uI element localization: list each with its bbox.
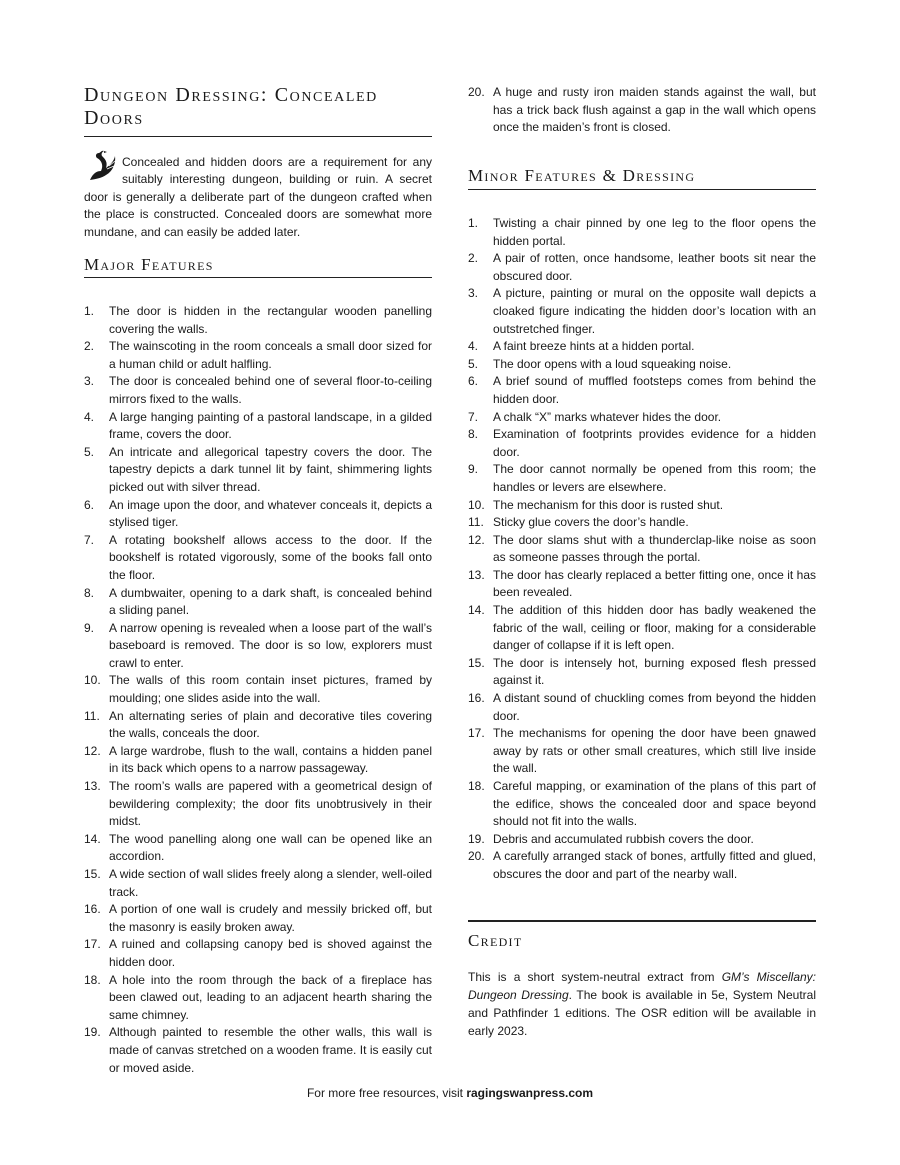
minor-item-number: 3. [468, 286, 479, 301]
minor-item [468, 532, 816, 567]
minor-item-number: 18. [468, 779, 485, 793]
minor-item-number: 12. [468, 532, 485, 547]
minor-item-text: A faint breeze hints at a hidden portal. [493, 339, 695, 354]
minor-item-number: 7. [468, 409, 479, 424]
credit-text-end: . The book is available in 5e, System Neutral and Pathfinder 1 editions. The OSR edition will be available in early 2023. [468, 988, 816, 1038]
major-item-number: 14. [84, 831, 101, 846]
minor-item [468, 655, 816, 690]
major-item-number: 18. [84, 972, 101, 987]
minor-item [468, 461, 816, 496]
minor-features-rule [468, 189, 816, 190]
major-item-text: Although painted to resemble the other walls, this wall is made of canvas stretched on a wooden frame. It is easily cut or moved aside. [109, 1025, 432, 1075]
minor-item [468, 285, 816, 338]
major-item-text: The room’s walls are papered with a geometrical design of bewildering complexity; the door fits unobtrusively in their midst. [109, 779, 432, 829]
minor-item-text: The mechanisms for opening the door have been gnawed away by rats or other small creatures, which still live inside the wall. [493, 726, 816, 776]
minor-item [468, 848, 816, 883]
minor-item-number: 6. [468, 374, 479, 389]
minor-item [468, 690, 816, 725]
major-item-text: An image upon the door, and whatever conceals it, depicts a stylised tiger. [109, 497, 432, 530]
major-item [84, 585, 432, 620]
major-item [84, 901, 432, 936]
minor-item-text: A chalk “X” marks whatever hides the door. [493, 409, 722, 424]
minor-item [468, 426, 816, 461]
major-item-text: The wood panelling along one wall can be opened like an accordion. [109, 831, 432, 864]
minor-item-number: 11. [468, 515, 484, 530]
minor-item [468, 831, 816, 849]
minor-item-number: 9. [468, 462, 479, 477]
minor-item [468, 514, 816, 532]
major-item [84, 497, 432, 532]
minor-item-number: 16. [468, 691, 485, 706]
minor-item-text: A distant sound of chuckling comes from beyond the hidden door. [493, 691, 816, 723]
minor-item [468, 567, 816, 602]
major-item-number: 17. [84, 937, 101, 952]
minor-item-text: Debris and accumulated rubbish covers the door. [493, 831, 754, 846]
minor-item [468, 338, 816, 356]
major-item [84, 303, 432, 338]
minor-item [468, 215, 816, 250]
minor-item-number: 5. [468, 356, 479, 371]
minor-item [468, 778, 816, 831]
major-item-number: 8. [84, 585, 95, 600]
minor-item [468, 409, 816, 427]
minor-item-text: A picture, painting or mural on the opposite wall depicts a cloaked figure indicating the hidden door’s location with an outstretched finger. [493, 286, 816, 336]
minor-item-text: Twisting a chair pinned by one leg to the floor opens the hidden portal. [493, 216, 816, 248]
major-item [84, 338, 432, 373]
major-item-text: An alternating series of plain and decorative tiles covering the walls, conceals the door. [109, 708, 432, 741]
minor-item-text: The door opens with a loud squeaking noise. [493, 356, 732, 371]
minor-item-number: 19. [468, 831, 485, 846]
major-item-number: 15. [84, 867, 101, 881]
minor-item-number: 1. [468, 216, 479, 230]
minor-item-text: The door is intensely hot, burning exposed flesh pressed against it. [493, 655, 816, 688]
major-item-number: 12. [84, 743, 101, 758]
major-item-text: A wide section of wall slides freely along a slender, well-oiled track. [109, 867, 432, 899]
minor-item [468, 373, 816, 408]
minor-item-text: Careful mapping, or examination of the plans of this part of the edifice, shows the concealed door and space beyond should not fit into the walls. [493, 779, 816, 829]
intro-text: Concealed and hidden doors are a requirement for any suitably interesting dungeon, building or ruin. A secret door is generally a deliberate part of the dungeon crafted when the place is constructed. Concealed doors are somewhat more mundane, and can easily be added later. [84, 155, 432, 239]
minor-item-text: A pair of rotten, once handsome, leather boots sit near the obscured door. [493, 251, 816, 283]
major-item-text: A hole into the room through the back of a fireplace has been clawed out, leading to an adjacent hearth sharing the same chimney. [109, 972, 432, 1022]
major-item-number: 9. [84, 620, 95, 635]
major-item-number: 13. [84, 779, 101, 794]
minor-item-text: The addition of this hidden door has badly weakened the fabric of the wall, ceiling or floor, making for a considerable danger of collapse if it is left open. [493, 603, 816, 653]
major-item-number: 3. [84, 374, 95, 389]
minor-features-heading: Minor Features & Dressing [468, 166, 696, 185]
major-item-text: A large wardrobe, flush to the wall, contains a hidden panel in its back which opens to a narrow passageway. [109, 743, 432, 776]
major-item-number: 11. [84, 708, 100, 723]
major-item-text: The wainscoting in the room conceals a small door sized for a human child or adult halfling. [109, 339, 432, 371]
major-features-list [84, 303, 432, 1077]
major-item-text: A portion of one wall is crudely and messily bricked off, but the masonry is easily broken away. [109, 902, 432, 934]
major-item [84, 532, 432, 585]
major-item [84, 866, 432, 901]
major-item [84, 778, 432, 831]
credit-rule [468, 920, 816, 922]
major-item-text: The walls of this room contain inset pictures, framed by moulding; one slides aside into the wall. [109, 673, 432, 706]
major-item [84, 831, 432, 866]
major-item [84, 672, 432, 707]
major-item-text: The door is concealed behind one of several floor-to-ceiling mirrors fixed to the walls. [109, 374, 432, 406]
minor-item-number: 13. [468, 567, 485, 582]
page-footer [0, 1085, 900, 1101]
minor-item-text: The mechanism for this door is rusted shut. [493, 497, 724, 512]
footer-link[interactable]: ragingswanpress.com [466, 1086, 594, 1100]
major-item-number: 16. [84, 902, 101, 917]
major-item-number: 19. [84, 1025, 101, 1040]
major-item [84, 409, 432, 444]
major-item-number: 20. [468, 85, 485, 99]
major-item [84, 1024, 432, 1077]
minor-item-number: 10. [468, 497, 485, 512]
footer-text: For more free resources, visit [306, 1086, 467, 1100]
minor-item [468, 725, 816, 778]
major-item [84, 708, 432, 743]
major-item-number: 1. [84, 304, 95, 318]
major-item-text: The door is hidden in the rectangular wooden panelling covering the walls. [109, 304, 432, 336]
minor-item-number: 17. [468, 726, 485, 741]
page-title: Dungeon Dressing: Concealed Doors [84, 84, 378, 129]
minor-item [468, 250, 816, 285]
major-features-list-continued [468, 84, 816, 137]
credit-paragraph [468, 968, 816, 1040]
major-item [84, 743, 432, 778]
minor-item-text: Sticky glue covers the door’s handle. [493, 515, 689, 530]
major-item-number: 4. [84, 409, 95, 424]
major-item-number: 10. [84, 673, 101, 688]
major-item [468, 84, 816, 137]
minor-item-text: A brief sound of muffled footsteps comes from behind the hidden door. [493, 374, 816, 406]
major-item [84, 444, 432, 497]
minor-item-number: 20. [468, 849, 485, 864]
minor-item-text: The door cannot normally be opened from this room; the handles or levers are elsewhere. [493, 462, 816, 494]
major-item [84, 972, 432, 1025]
minor-item-text: A carefully arranged stack of bones, artfully fitted and glued, obscures the door and part of the nearby wall. [493, 849, 816, 881]
major-features-heading: Major Features [84, 255, 214, 274]
minor-item [468, 497, 816, 515]
major-item-text: An intricate and allegorical tapestry covers the door. The tapestry depicts a dark tunnel lit by faint, shimmering lights picked out with silver thread. [109, 444, 432, 494]
intro-paragraph [84, 154, 432, 241]
credit-text-start: This is a short system-neutral extract from [468, 970, 722, 984]
swan-logo-icon [84, 149, 118, 183]
credit-heading: Credit [468, 931, 523, 950]
minor-item-number: 8. [468, 427, 479, 442]
minor-item-text: The door slams shut with a thunderclap-like noise as soon as someone passes through the portal. [493, 532, 816, 565]
minor-item-number: 14. [468, 603, 485, 618]
major-item-text: A huge and rusty iron maiden stands against the wall, but has a trick back flush against a gap in the wall which opens once the maiden’s front is closed. [493, 85, 816, 135]
minor-item-number: 15. [468, 655, 485, 670]
title-rule [84, 136, 432, 137]
major-item-text: A ruined and collapsing canopy bed is shoved against the hidden door. [109, 937, 432, 969]
major-item-text: A rotating bookshelf allows access to the door. If the bookshelf is rotated vigorously, some of the books fall onto the floor. [109, 532, 432, 582]
major-item-number: 2. [84, 339, 95, 354]
minor-item-text: The door has clearly replaced a better fitting one, once it has been revealed. [493, 567, 816, 600]
minor-item-number: 4. [468, 339, 479, 354]
minor-item [468, 356, 816, 374]
minor-features-list [468, 215, 816, 884]
minor-item-number: 2. [468, 251, 479, 266]
major-item-number: 5. [84, 444, 95, 459]
major-item-number: 7. [84, 532, 95, 547]
major-item [84, 620, 432, 673]
minor-item [468, 602, 816, 655]
major-item-text: A narrow opening is revealed when a loose part of the wall’s baseboard is removed. The door is so low, explorers must crawl to enter. [109, 620, 432, 670]
minor-item-text: Examination of footprints provides evidence for a hidden door. [493, 427, 816, 459]
credit-book-title: GM’s Miscellany: Dungeon Dressing [468, 970, 816, 1002]
major-item-text: A dumbwaiter, opening to a dark shaft, is concealed behind a sliding panel. [109, 585, 432, 618]
major-item [84, 373, 432, 408]
major-features-rule [84, 277, 432, 278]
major-item-number: 6. [84, 497, 95, 512]
major-item-text: A large hanging painting of a pastoral landscape, in a gilded frame, covers the door. [109, 409, 432, 442]
major-item [84, 936, 432, 971]
